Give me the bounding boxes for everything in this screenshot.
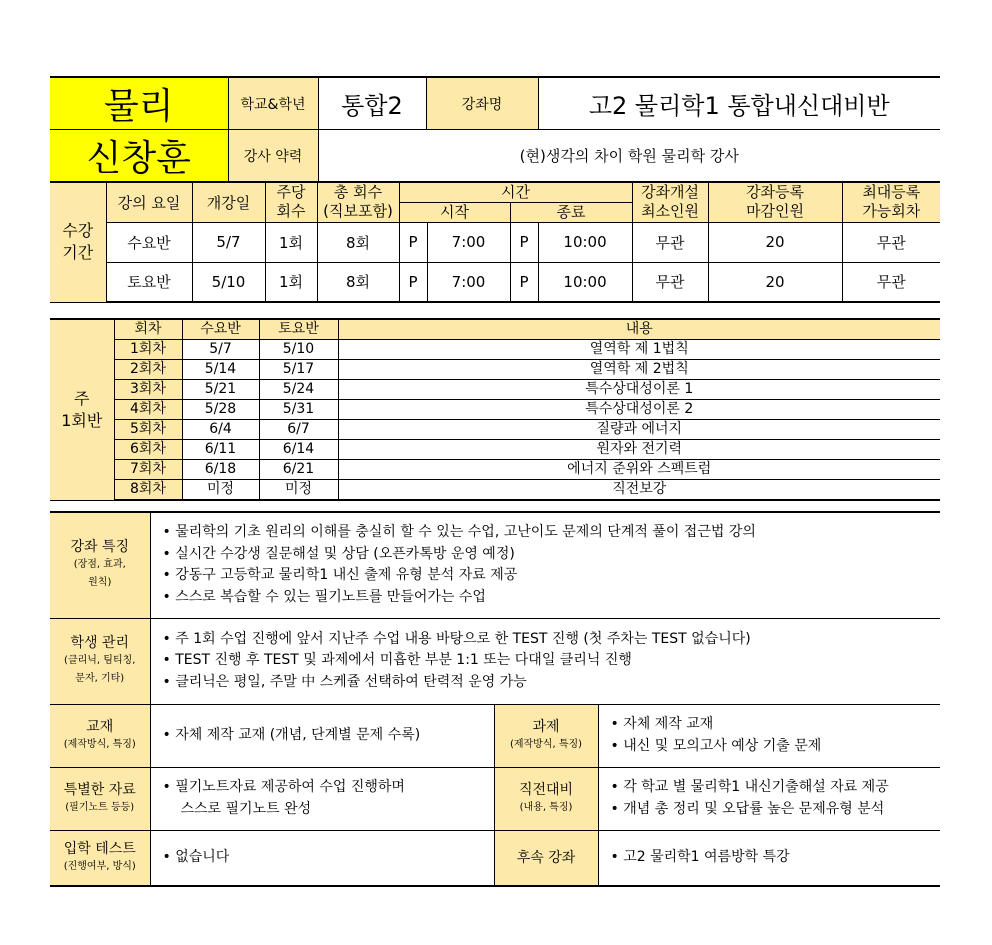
weekly-row [50, 340, 940, 360]
list-item: • TEST 진행 후 TEST 및 과제에서 미흡한 부분 1:1 또는 다대일 클리닉 진행 [163, 650, 941, 672]
min-people-cell: 무관 [632, 262, 708, 302]
weekly-row [50, 440, 940, 460]
subject-cell: 물리 [50, 77, 228, 130]
wed-date: 6/4 [182, 420, 259, 440]
weekly-row [50, 420, 940, 440]
content-header: 내용 [338, 319, 940, 340]
session-content: 특수상대성이론 1 [338, 380, 940, 400]
homework-label: 과제 (제작방식, 특징) [494, 704, 598, 767]
sat-date: 5/17 [259, 360, 338, 380]
no-header: 회차 [114, 319, 182, 340]
weekly-row [50, 360, 940, 380]
end-time-cell: 10:00 [538, 262, 632, 302]
weekly-count-cell: 1회 [265, 262, 317, 302]
list-item: • 각 학교 별 물리학1 내신기출해설 자료 제공 [611, 777, 941, 799]
sat-date: 5/24 [259, 380, 338, 400]
special-material-label: 특별한 자료 (필기노트 등등) [50, 767, 150, 830]
list-item: • 없습니다 [163, 847, 494, 869]
session-content: 직전보강 [338, 480, 940, 501]
wed-date: 5/28 [182, 400, 259, 420]
wed-date: 6/11 [182, 440, 259, 460]
list-item: • 내신 및 모의고사 예상 기출 문제 [611, 736, 941, 758]
management-label: 학생 관리 (클리닉, 팀티칭, 문자, 기타) [50, 618, 150, 704]
session-content: 특수상대성이론 2 [338, 400, 940, 420]
homework-list [598, 704, 940, 767]
schedule-row-sat [50, 262, 940, 302]
entrance-test-label: 입학 테스트 (진행여부, 방식) [50, 830, 150, 886]
open-date-cell: 5/7 [192, 222, 265, 262]
list-item: • 필기노트자료 제공하여 수업 진행하며 [163, 777, 494, 799]
sat-date: 6/21 [259, 460, 338, 480]
wed-date: 5/14 [182, 360, 259, 380]
sat-date: 미정 [259, 480, 338, 501]
followup-label: 후속 강좌 [494, 830, 598, 886]
session-content: 열역학 제 1법칙 [338, 340, 940, 360]
max-cell: 무관 [842, 222, 940, 262]
wed-date: 5/21 [182, 380, 259, 400]
weekly-row [50, 480, 940, 501]
start-time-cell: 7:00 [427, 222, 510, 262]
teacher-name-cell: 신창훈 [50, 130, 228, 183]
career-value: (현)생각의 차이 학원 물리학 강사 [318, 130, 940, 183]
deadline-header: 강좌등록 마감인원 [708, 182, 842, 222]
management-list [150, 618, 940, 704]
min-people-cell: 무관 [632, 222, 708, 262]
features-label: 강좌 특징 (장점, 효과, 원칙) [50, 512, 150, 618]
list-item: • 실시간 수강생 질문해설 및 상담 (오픈카톡방 운영 예정) [163, 544, 941, 566]
deadline-cell: 20 [708, 262, 842, 302]
end-time-cell: 10:00 [538, 222, 632, 262]
weekly-row [50, 380, 940, 400]
open-date-header: 개강일 [192, 182, 265, 222]
wed-date: 미정 [182, 480, 259, 501]
list-item: • 주 1회 수업 진행에 앞서 지난주 수업 내용 바탕으로 한 TEST 진행 (첫 주차는 TEST 없습니다) [163, 629, 941, 651]
start-ampm-cell: P [399, 262, 427, 302]
list-item: • 개념 총 정리 및 오답률 높은 문제유형 분석 [611, 799, 941, 821]
schedule-table [50, 181, 940, 303]
day-cell: 토요반 [106, 262, 192, 302]
weekly-row [50, 460, 940, 480]
end-ampm-cell: P [510, 222, 538, 262]
session-no: 1회차 [114, 340, 182, 360]
weekly-plan-table [50, 318, 940, 501]
wed-date: 5/7 [182, 340, 259, 360]
sat-header: 토요반 [259, 319, 338, 340]
final-prep-label: 직전대비 (내용, 특징) [494, 767, 598, 830]
weekly-side-label: 주 1회반 [50, 319, 114, 500]
course-name-value: 고2 물리학1 통합내신대비반 [538, 77, 940, 130]
max-cell: 무관 [842, 262, 940, 302]
total-count-cell: 8회 [317, 222, 399, 262]
list-item: • 자체 제작 교재 (개념, 단계별 문제 수록) [163, 725, 494, 747]
sat-date: 5/10 [259, 340, 338, 360]
school-grade-label: 학교&학년 [228, 77, 318, 130]
time-header: 시간 [399, 182, 632, 202]
start-time-cell: 7:00 [427, 262, 510, 302]
final-prep-list [598, 767, 940, 830]
sat-date: 6/14 [259, 440, 338, 460]
school-grade-value: 통합2 [318, 77, 426, 130]
course-details-table [50, 511, 940, 887]
total-count-header: 총 회수 (직보포함) [317, 182, 399, 222]
wed-header: 수요반 [182, 319, 259, 340]
session-content: 질량과 에너지 [338, 420, 940, 440]
min-people-header: 강좌개설 최소인원 [632, 182, 708, 222]
session-content: 열역학 제 2법칙 [338, 360, 940, 380]
start-ampm-cell: P [399, 222, 427, 262]
session-no: 6회차 [114, 440, 182, 460]
max-header: 최대등록 가능회차 [842, 182, 940, 222]
special-material-list [150, 767, 494, 830]
deadline-cell: 20 [708, 222, 842, 262]
sat-date: 5/31 [259, 400, 338, 420]
day-cell: 수요반 [106, 222, 192, 262]
course-name-label: 강좌명 [426, 77, 538, 130]
textbook-label: 교재 (제작방식, 특징) [50, 704, 150, 767]
weekly-count-cell: 1회 [265, 222, 317, 262]
course-header-table [50, 76, 940, 183]
textbook-list [150, 704, 494, 767]
list-item: • 스스로 복습할 수 있는 필기노트를 만들어가는 수업 [163, 587, 941, 609]
weekly-count-header: 주당 회수 [265, 182, 317, 222]
entrance-test-list [150, 830, 494, 886]
list-item: • 물리학의 기초 원리의 이해를 충실히 할 수 있는 수업, 고난이도 문제의 단계적 풀이 접근법 강의 [163, 522, 941, 544]
features-list [150, 512, 940, 618]
start-header: 시작 [399, 202, 510, 222]
list-item-continuation: 스스로 필기노트 완성 [180, 800, 312, 817]
session-no: 5회차 [114, 420, 182, 440]
session-content: 원자와 전기력 [338, 440, 940, 460]
end-ampm-cell: P [510, 262, 538, 302]
session-no: 8회차 [114, 480, 182, 501]
session-no: 3회차 [114, 380, 182, 400]
weekly-row [50, 400, 940, 420]
session-no: 4회차 [114, 400, 182, 420]
session-no: 7회차 [114, 460, 182, 480]
list-item: • 고2 물리학1 여름방학 특강 [611, 847, 941, 869]
sat-date: 6/7 [259, 420, 338, 440]
period-label: 수강 기간 [50, 182, 106, 302]
open-date-cell: 5/10 [192, 262, 265, 302]
career-label: 강사 약력 [228, 130, 318, 183]
list-item: • 강동구 고등학교 물리학1 내신 출제 유형 분석 자료 제공 [163, 565, 941, 587]
session-no: 2회차 [114, 360, 182, 380]
list-item: • 클리닉은 평일, 주말 中 스케쥴 선택하여 탄력적 운영 가능 [163, 672, 941, 694]
end-header: 종료 [510, 202, 632, 222]
followup-list [598, 830, 940, 886]
total-count-cell: 8회 [317, 262, 399, 302]
list-item: • 자체 제작 교재 [611, 714, 941, 736]
wed-date: 6/18 [182, 460, 259, 480]
day-header: 강의 요일 [106, 182, 192, 222]
schedule-row-wed [50, 222, 940, 262]
session-content: 에너지 준위와 스펙트럼 [338, 460, 940, 480]
